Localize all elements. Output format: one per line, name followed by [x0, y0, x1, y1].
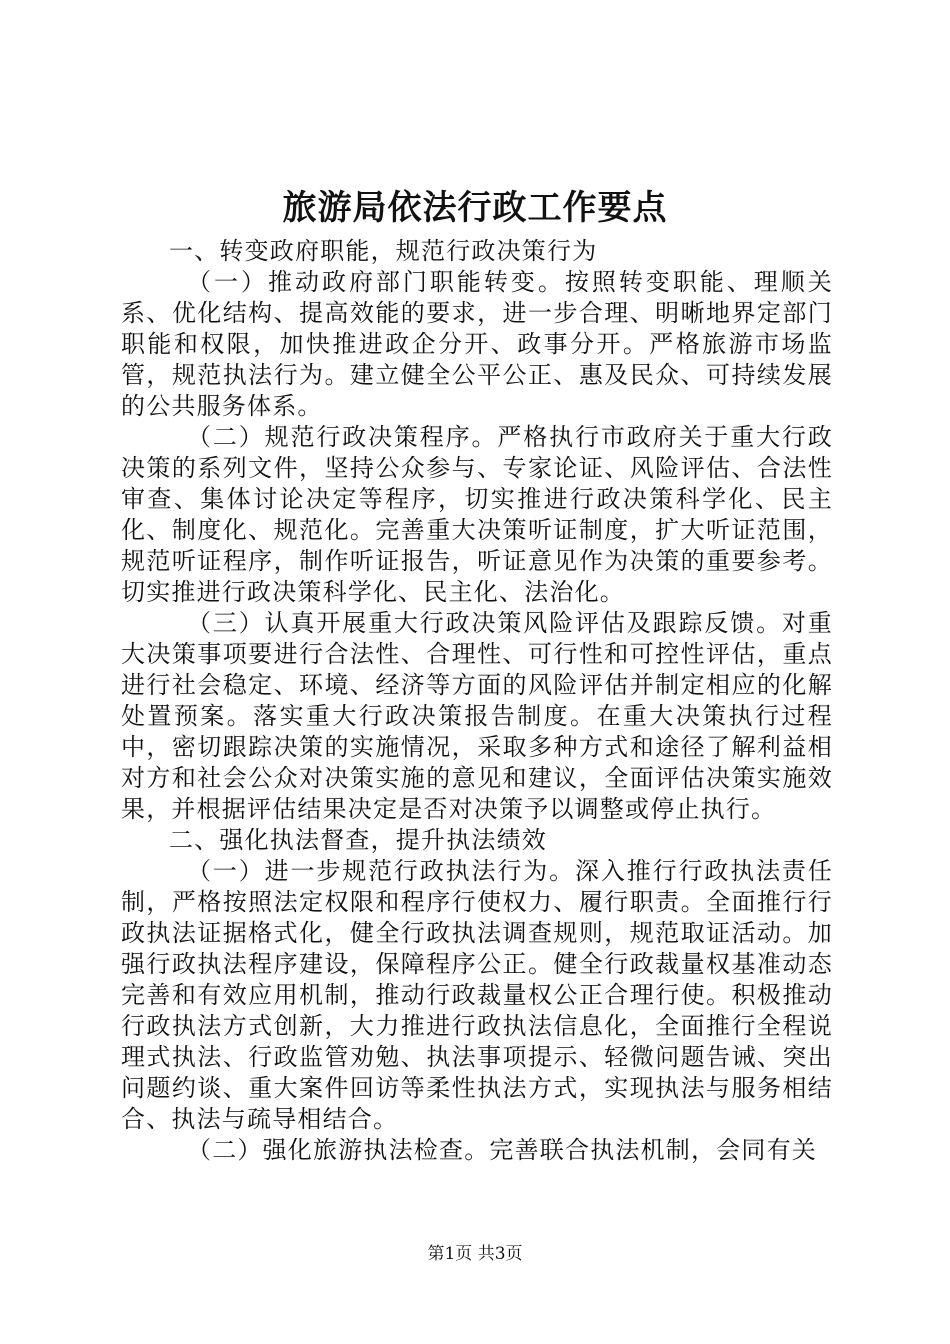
- document-title: 旅游局依法行政工作要点: [282, 188, 668, 228]
- paragraph-2-1: （一）进一步规范行政执法行为。深入推行行政执法责任制，严格按照法定权限和程序行使权力、履行职责。全面推行行政执法证据格式化，健全行政执法调查规则，规范取证活动。加强行政执法程序建设，保障程序公正。健全行政裁量权基准动态完善和有效应用机制，推动行政裁量权公正合理行使。积极推动行政执法方式创新，大力推进行政执法信息化，全面推行全程说理式执法、行政监管劝勉、执法事项提示、轻微问题告诫、突出问题约谈、重大案件回访等柔性执法方式，实现执法与服务相结合、执法与疏导相结合。: [121, 857, 833, 1133]
- document-body: [121, 236, 833, 1166]
- section-heading-2: 二、强化执法督查，提升执法绩效: [169, 826, 547, 854]
- paragraph-1-3: （三）认真开展重大行政决策风险评估及跟踪反馈。对重大决策事项要进行合法性、合理性、可行性和可控性评估，重点进行社会稳定、环境、经济等方面的风险评估并制定相应的化解处置预案。落实重大行政决策报告制度。在重大决策执行过程中，密切跟踪决策的实施情况，采取多种方式和途径了解利益相对方和社会公众对决策实施的意见和建议，全面评估决策实施效果，并根据评估结果决定是否对决策予以调整或停止执行。: [121, 609, 833, 823]
- paragraph-1-2: （二）规范行政决策程序。严格执行市政府关于重大行政决策的系列文件，坚持公众参与、专家论证、风险评估、合法性审查、集体讨论决定等程序，切实推进行政决策科学化、民主化、制度化、规范化。完善重大决策听证制度，扩大听证范围，规范听证程序，制作听证报告，听证意见作为决策的重要参考。切实推进行政决策科学化、民主化、法治化。: [121, 423, 833, 606]
- paragraph-2-2: （二）强化旅游执法检查。完善联合执法机制，会同有关: [187, 1136, 817, 1164]
- paragraph-1-1: （一）推动政府部门职能转变。按照转变职能、理顺关系、优化结构、提高效能的要求，进一步合理、明晰地界定部门职能和权限，加快推进政企分开、政事分开。严格旅游市场监管，规范执法行为。建立健全公平公正、惠及民众、可持续发展的公共服务体系。: [121, 268, 833, 420]
- section-heading-1: 一、转变政府职能，规范行政决策行为: [169, 237, 598, 265]
- page-footer: 第1页 共3页: [427, 1244, 523, 1264]
